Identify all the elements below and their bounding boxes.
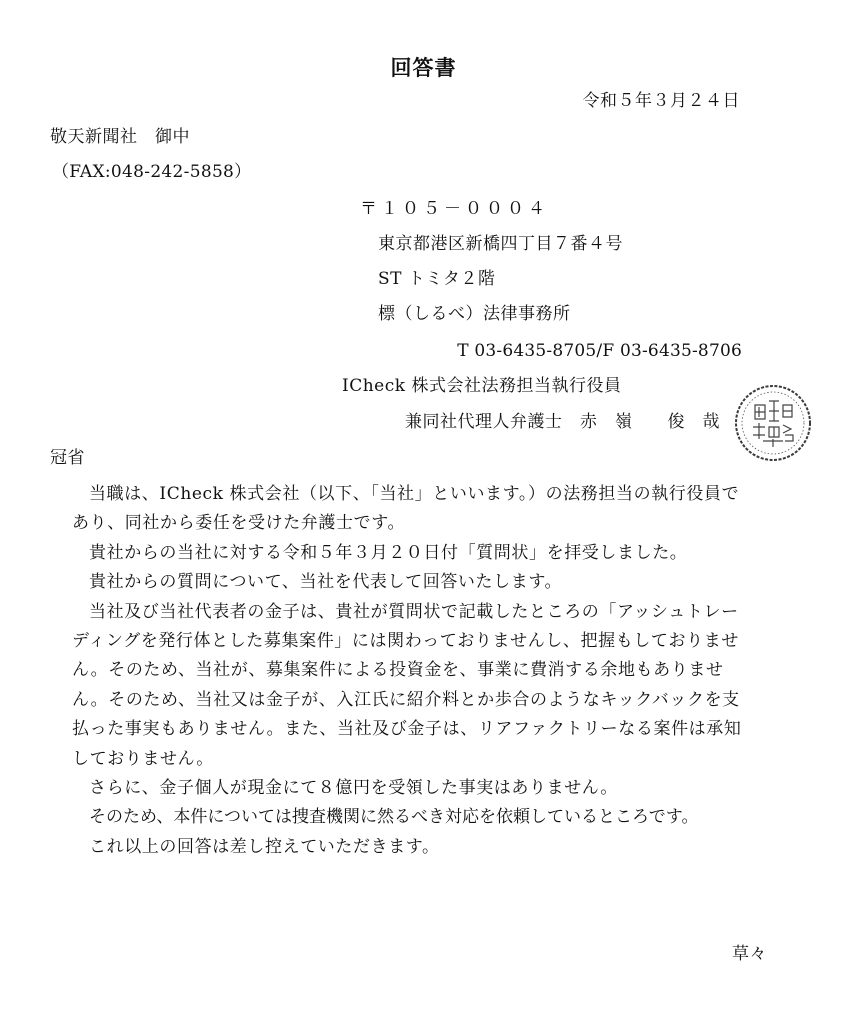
body-paragraph-5: さらに、金子個人が現金にて８億円を受領した事実はありません。 [89, 778, 619, 799]
document-title: 回答書 [390, 55, 457, 80]
body-paragraph-3: 貴社からの質問について、当社を代表して回答いたします。 [89, 572, 563, 593]
recipient-name: 敬天新聞社 御中 [50, 127, 190, 147]
sender-address: 東京都港区新橋四丁目７番４号 [378, 234, 623, 254]
body-paragraph-4: 当社及び当社代表者の金子は、貴社が質問状で記載したところの「アッシュトレーディングを発行体とした募集案件」には関わっておりませんし、把握もしておりません。そのため、当社が、募集案件による投資金を、事業に費消する余地もありません。そのため、当社又は金子が、入江氏に紹介料とか歩合のようなキックバックを支払った事実もありません。また、当社及び金子は、リアファクトリーなる案件は承知しておりません。 [72, 601, 742, 769]
body-paragraph-2: 貴社からの当社に対する令和５年３月２０日付「質問状」を拝受しました。 [89, 542, 688, 563]
letter-body [72, 480, 752, 862]
sender-position: ICheck 株式会社法務担当執行役員 [342, 376, 622, 396]
document-date: 令和５年３月２４日 [582, 91, 740, 111]
seal-label: 弁護士印 [733, 383, 737, 384]
sender-office: 標（しるべ）法律事務所 [378, 304, 571, 324]
sender-building: ST トミタ２階 [378, 269, 496, 289]
body-paragraph-1: 当職は、ICheck 株式会社（以下、「当社」といいます。）の法務担当の執行役員であり、同社から委任を受けた弁護士です。 [72, 484, 740, 534]
body-paragraph-6: そのため、本件については捜査機関に然るべき対応を依頼しているところです。 [89, 807, 699, 828]
attorney-seal-stamp [733, 383, 813, 463]
recipient-fax: （FAX:048-242-5858） [52, 162, 252, 182]
body-paragraph-7: これ以上の回答は差し控えていただきます。 [89, 836, 440, 857]
closing-phrase: 草々 [732, 944, 767, 964]
sender-postal-code: 〒１０５－０００４ [360, 199, 549, 219]
signatory-name: 兼同社代理人弁護士 赤 嶺 俊 哉 [405, 412, 720, 432]
sender-phone-fax: T 03-6435-8705/F 03-6435-8706 [457, 341, 742, 361]
salutation: 冠省 [50, 448, 85, 468]
